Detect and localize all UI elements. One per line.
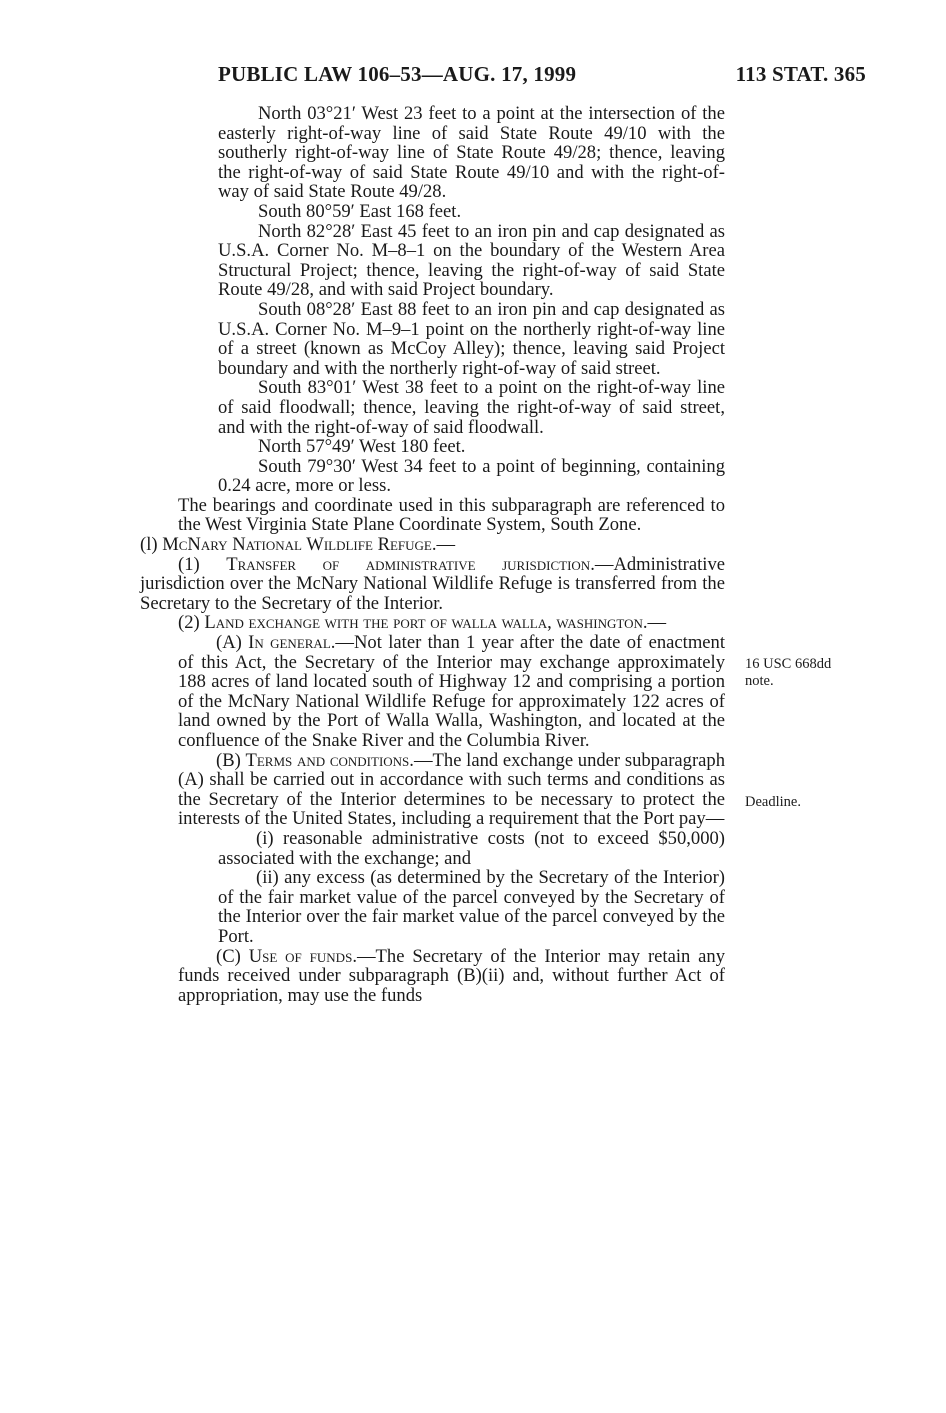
margin-note-usc-line2: note. bbox=[745, 673, 774, 689]
paragraph-2 bbox=[140, 613, 725, 633]
bearings-note-paragraph: The bearings and coordinate used in this subparagraph are referenced to the West Virginia State Plane Coordinate System, South Zone. bbox=[178, 494, 725, 536]
document-body bbox=[140, 104, 725, 1005]
margin-note-usc-line1: 16 USC 668dd bbox=[745, 656, 832, 672]
header-page-ref: 113 STAT. 365 bbox=[735, 62, 866, 86]
subparagraph-C-heading: Use of funds bbox=[248, 945, 353, 967]
metes-bounds-paragraph: North 57°49′ West 180 feet. bbox=[258, 436, 466, 458]
metes-bounds-paragraph: South 83°01′ West 38 feet to a point on the right-of-way line of said floodwall; thence, leaving the right-of-way of said street, and with the right-of-way of said floodwall. bbox=[218, 377, 725, 438]
subparagraph-A-heading: In general bbox=[248, 632, 331, 654]
margin-note-deadline: Deadline. bbox=[745, 794, 801, 810]
subparagraph-C bbox=[178, 947, 725, 1006]
subparagraph-B-text: .—The land exchange under subparagraph (A) shall be carried out in accordance with such terms and conditions as the Secretary of the Interior determines to be necessary to protect the interests of the United States, including a requirement that the Port pay— bbox=[178, 749, 725, 830]
paragraph-2-text: .— bbox=[642, 612, 667, 634]
paragraph-1-prefix: (1) bbox=[178, 553, 227, 575]
section-l-heading bbox=[140, 535, 725, 555]
subparagraph-A bbox=[178, 633, 725, 751]
margin-note-usc bbox=[745, 656, 865, 690]
subparagraph-B bbox=[178, 751, 725, 829]
subparagraph-A-text: .—Not later than 1 year after the date of enactment of this Act, the Secretary of the Interior may exchange approximately 188 acres of land located south of Highway 12 and comprising a portion of the McNary National Wildlife Refuge for approximately 122 acres of land owned by the Port of Walla Walla, Washington, and located at the confluence of the Snake River and the Columbia River. bbox=[178, 632, 725, 751]
metes-bounds-paragraph: North 03°21′ West 23 feet to a point at the intersection of the easterly right-of-way line of said State Route 49/10 with the southerly right-of-way line of State Route 49/28; thence, leaving the right-of-way of said State Route 49/10 and with the right-of-way of said State Route 49/28. bbox=[218, 103, 725, 203]
paragraph-2-heading: Land exchange with the port of walla walla, washington bbox=[204, 612, 643, 634]
metes-bounds-paragraph: South 79°30′ West 34 feet to a point of beginning, containing 0.24 acre, more or less. bbox=[218, 455, 725, 497]
metes-bounds-paragraph: South 08°28′ East 88 feet to an iron pin and cap designated as U.S.A. Corner No. M–9–1 point on the northerly right-of-way line of a street (known as McCoy Alley); thence, leaving said Project boundary and with the northerly right-of-way of said street. bbox=[218, 298, 725, 379]
clause-i: (i) reasonable administrative costs (not to exceed $50,000) associated with the exchange; and bbox=[218, 827, 725, 869]
paragraph-1-text: .—Administrative jurisdiction over the McNary National Wildlife Refuge is transferred from the Secretary to the Secretary of the Interior. bbox=[140, 553, 725, 614]
metes-bounds-paragraph: South 80°59′ East 168 feet. bbox=[258, 200, 462, 222]
header-title: PUBLIC LAW 106–53—AUG. 17, 1999 bbox=[218, 62, 577, 86]
paragraph-2-prefix: (2) bbox=[178, 612, 205, 634]
clause-ii: (ii) any excess (as determined by the Secretary of the Interior) of the fair market value of the parcel conveyed by the Secretary of the Interior over the fair market value of the parcel conveyed by the Port. bbox=[218, 867, 725, 947]
subparagraph-B-heading: Terms and conditions bbox=[245, 749, 410, 771]
subparagraph-A-prefix: (A) bbox=[216, 632, 249, 654]
subparagraph-C-prefix: (C) bbox=[216, 945, 249, 967]
subparagraph-B-prefix: (B) bbox=[216, 749, 246, 771]
paragraph-1-heading: Transfer of administrative jurisdiction bbox=[226, 553, 591, 575]
metes-bounds-paragraph: North 82°28′ East 45 feet to an iron pin and cap designated as U.S.A. Corner No. M–8–1 on the boundary of the Western Area Structural Project; thence, leaving the right-of-way of said State Route 49/28, and with said Project boundary. bbox=[218, 220, 725, 301]
page-header bbox=[218, 62, 866, 87]
section-l-suffix: .— bbox=[431, 534, 456, 556]
section-l-prefix: (l) bbox=[140, 534, 163, 556]
subparagraph-C-text: .—The Secretary of the Interior may retain any funds received under subparagraph (B)(ii) and, without further Act of appropriation, may use the funds bbox=[178, 945, 726, 1006]
section-l-title: McNary National Wildlife Refuge bbox=[162, 534, 432, 556]
paragraph-1 bbox=[140, 555, 725, 614]
